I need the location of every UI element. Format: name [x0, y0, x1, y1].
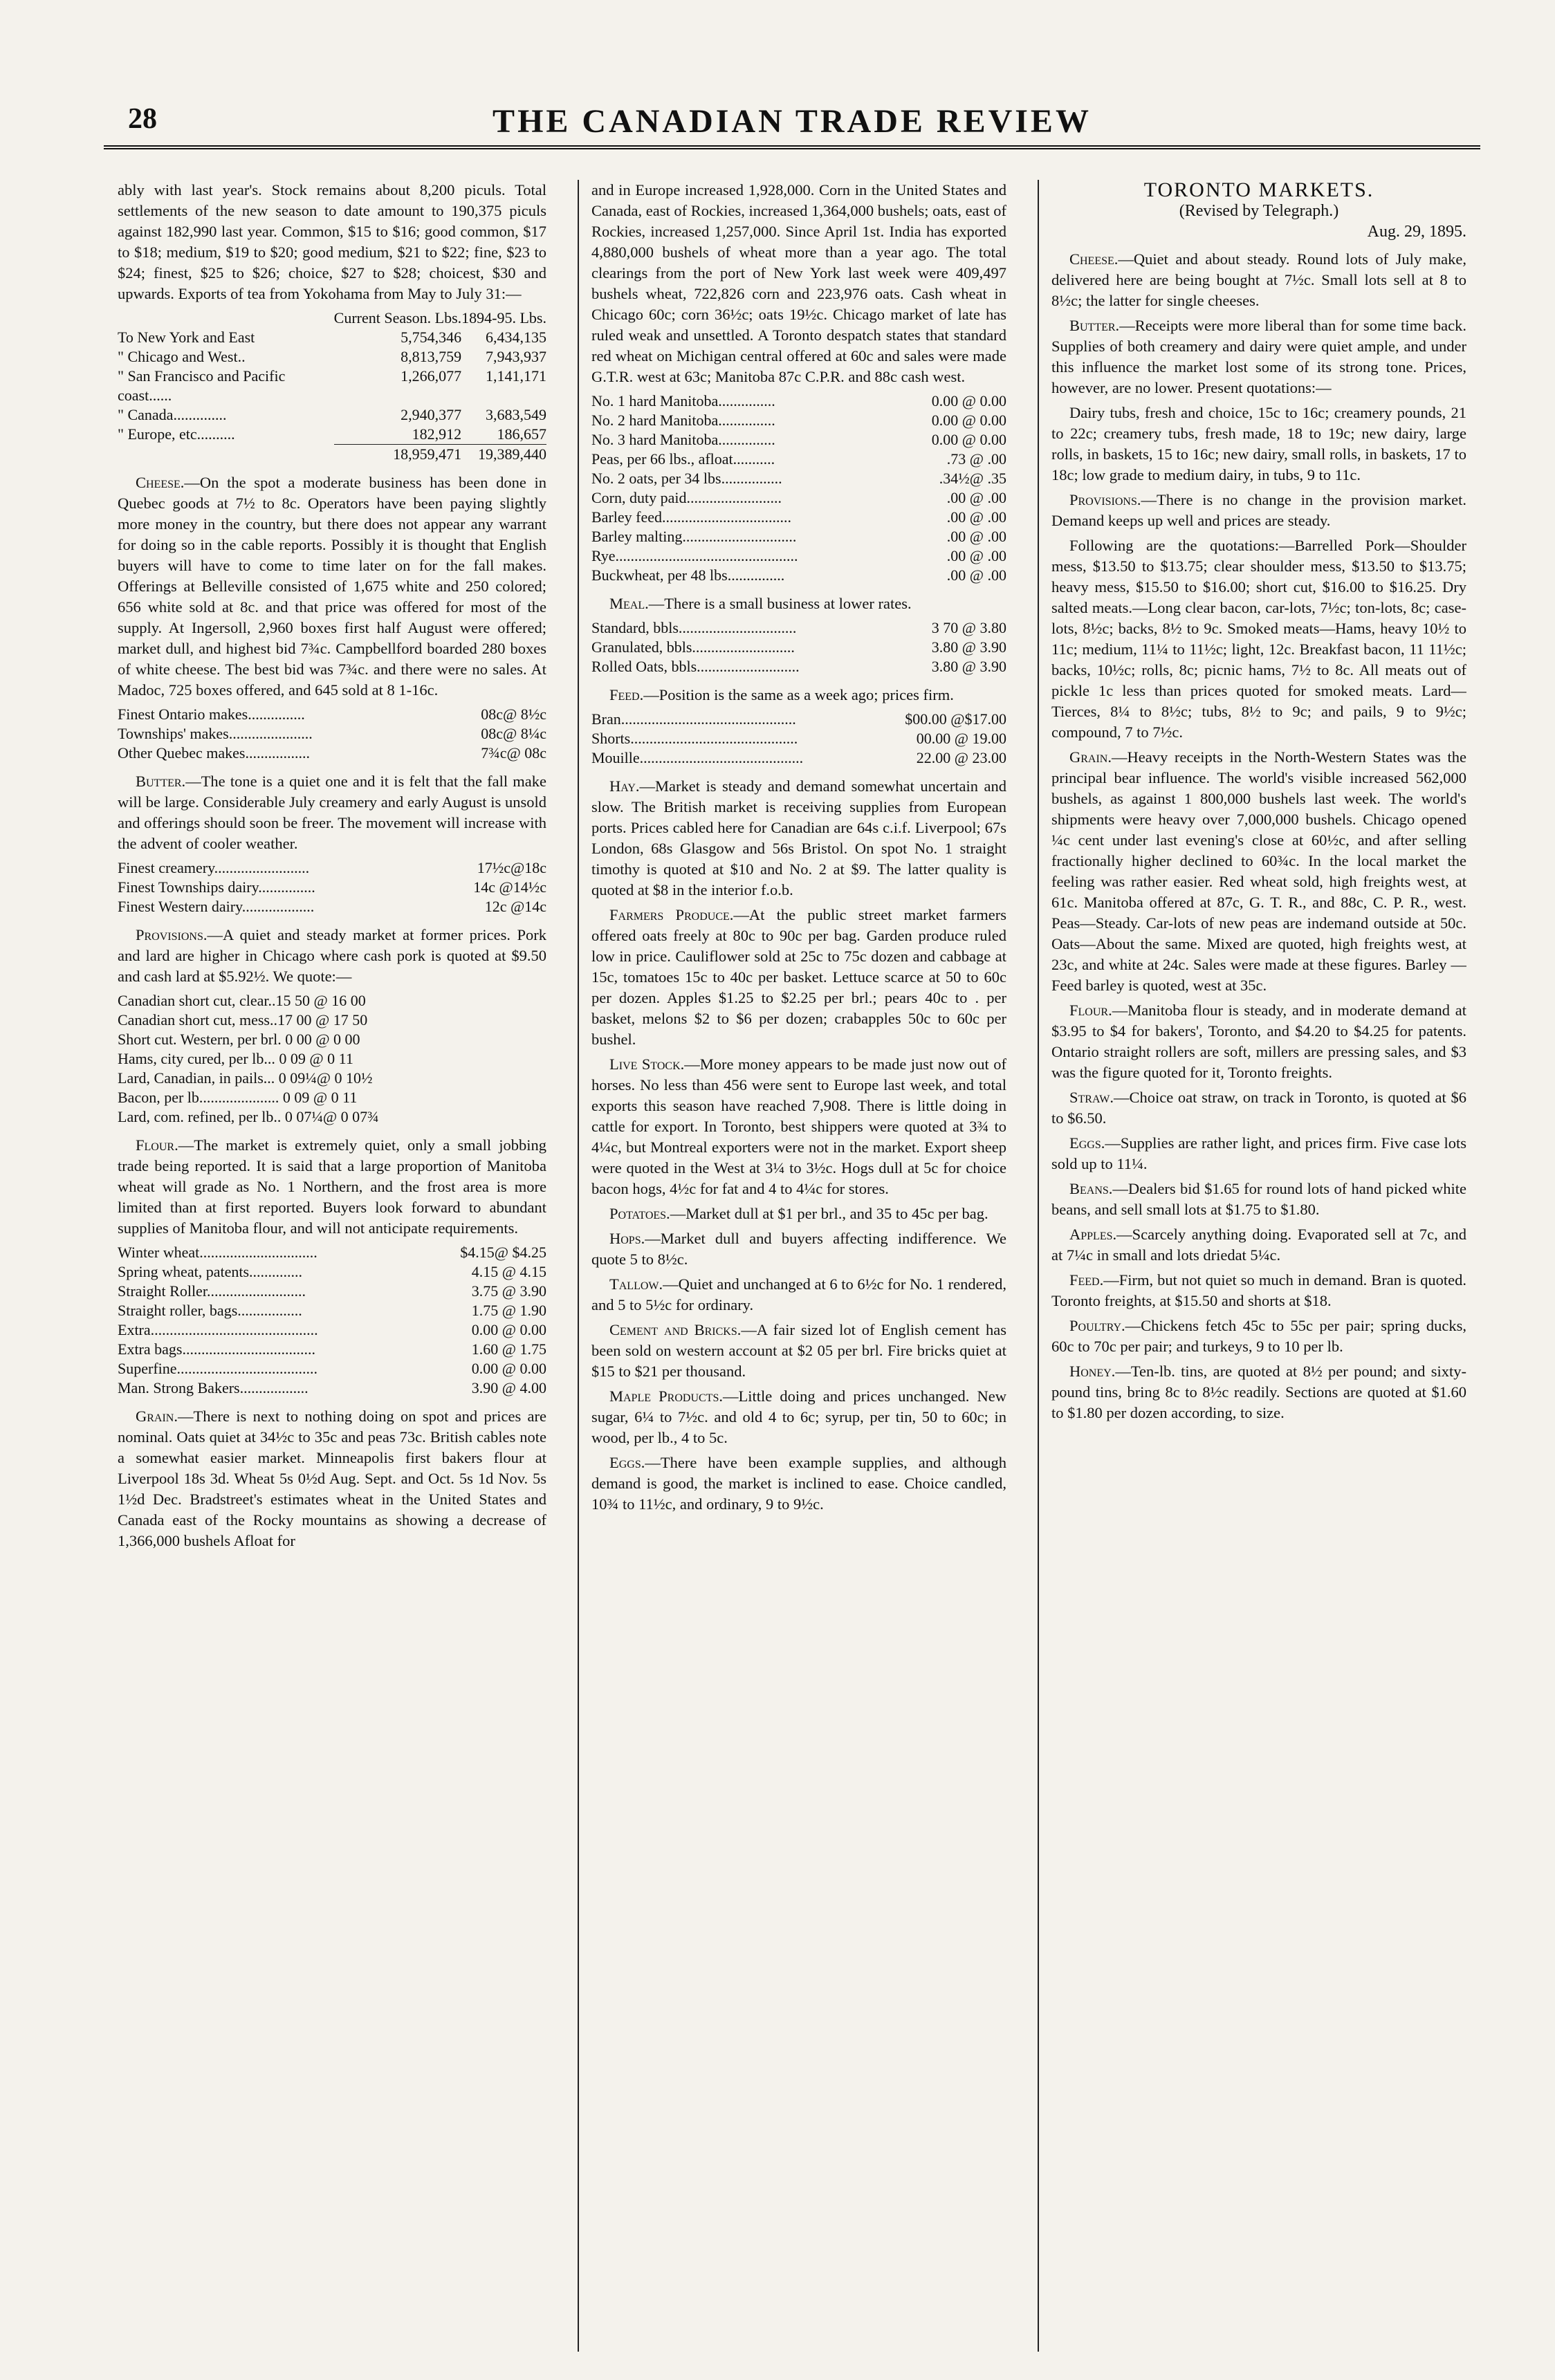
paragraph-flour: Flour.—Manitoba flour is steady, and in moderate demand at $3.95 to $4 for bakers', Toronto, and $4.20 to $4.25 for patents. Ontario straight rollers are soft, millers are pressing sales, and $3 was the figure quoted for it, Toronto freights. [1051, 1002, 1466, 1081]
paragraph-butter: Butter.—The tone is a quiet one and it is felt that the fall make will be large. Considerable July creamery and early August is unsold and offerings should soon be freer. The movement will increase with the advent of cooler weather. [118, 773, 546, 852]
table-row: Lard, com. refined, per lb.. 0 07¼@ 0 07¾ [118, 1108, 379, 1125]
table-row: No. 3 hard Manitoba............... 0.00 @ 0.00 [591, 431, 1006, 448]
meal-table [591, 618, 1006, 676]
butter-table [118, 858, 546, 916]
paragraph-butter: Butter.—Receipts were more liberal than for some time back. Supplies of both creamery and dairy were quiet ample, and under this influence the market lost some of its strong tone. Prices, however, are no lower. Present quotations:— [1051, 317, 1466, 396]
paragraph-apples: Apples.—Scarcely anything doing. Evaporated sell at 7c, and at 7¼c in small and lots driedat 5¼c. [1051, 1226, 1466, 1264]
paragraph-farmers-produce: Farmers Produce.—At the public street market farmers offered oats freely at 80c to 90c per bag. Garden produce ruled low in price. Cauliflower sold at 25c to 75c dozen and cabbage at 15c, tomatoes 15c to 40c per basket. Lettuce scarce at 50 to 60c per dozen. Apples $1.25 to $2.25 per brl.; pears 40c to . per basket, melons $2 to $6 per dozen; crabapples 50c to 60c per bushel. [591, 906, 1006, 1048]
paragraph-eggs: Eggs.—Supplies are rather light, and prices firm. Five case lots sold up to 11¼. [1051, 1134, 1466, 1172]
paragraph-cheese: Cheese.—Quiet and about steady. Round lots of July make, delivered here are being bought at 7½c. Small lots sell at 8 to 8½c; the latter for single cheeses. [1051, 250, 1466, 309]
table-row: Corn, duty paid......................... .00 @ .00 [591, 489, 1006, 506]
section-heading [1051, 180, 1466, 242]
table-row: Man. Strong Bakers.................. 3.90 @ 4.00 [118, 1379, 546, 1396]
paragraph-butter-quotes: Dairy tubs, fresh and choice, 15c to 16c; creamery pounds, 21 to 22c; creamery tubs, fresh made, 18 to 19c; new dairy, large rolls, in baskets, 15 to 16c; new dairy, small rolls, in baskets, 17 to 18c; low grade to medium dairy, in tubs, 9 to 11c. [1051, 404, 1466, 483]
table-row-total: 18,959,471 19,389,440 [118, 445, 546, 465]
tea-exports-table [118, 308, 546, 464]
paragraph-straw: Straw.—Choice oat straw, on track in Toronto, is quoted at $6 to $6.50. [1051, 1089, 1466, 1127]
paragraph-hay: Hay.—Market is steady and demand somewhat uncertain and slow. The British market is receiving supplies from European ports. Prices cabled here for Canadian are 64s c.i.f. Liverpool; 67s London, 68s Glasgow and 56s Bristol. On spot No. 1 straight timothy is quoted at $10 and No. 2 at $9. The latter quality is quoted at $8 in the interior f.o.b. [591, 777, 1006, 898]
page-number: 28 [128, 103, 157, 135]
section-subtitle: (Revised by Telegraph.) [1179, 202, 1339, 220]
table-row: Short cut. Western, per brl. 0 00 @ 0 00 [118, 1031, 360, 1048]
table-row: " Canada.............. 2,940,377 3,683,549 [118, 406, 546, 423]
table-row: Standard, bbls............................... 3 70 @ 3.80 [591, 619, 1006, 636]
paragraph-cheese: Cheese.—On the spot a moderate business has been done in Quebec goods at 7½ to 8c. Operators have been paying slightly more money in the country, but there does not appear any warrant for doing so in the cable reports. Possibly it is thought that English buyers will have to come to time later on for the fall makes. Offerings at Belleville consisted of 1,675 white and 250 colored; 656 white sold at 8c. and that price was offered for most of the supply. At Ingersoll, 2,960 boxes first half August were offered; market dull, and highest bid 7¾c. Campbellford boarded 280 boxes of white cheese. The best bid was 7¾c. and there were no sales. At Madoc, 725 boxes offered, and 645 sold at 8 1-16c. [118, 474, 546, 699]
masthead-title: THE CANADIAN TRADE REVIEW [493, 102, 1092, 140]
table-row: Spring wheat, patents.............. 4.15 @ 4.15 [118, 1263, 546, 1280]
table-row: Bran.............................................. $00.00 @$17.00 [591, 710, 1006, 728]
paragraph-tallow: Tallow.—Quiet and unchanged at 6 to 6½c for No. 1 rendered, and 5 to 5½c for ordinary. [591, 1275, 1006, 1313]
table-row: Rye................................................ .00 @ .00 [591, 547, 1006, 564]
column-1 [118, 180, 546, 2352]
paragraph-grain: Grain.—There is next to nothing doing on spot and prices are nominal. Oats quiet at 34½c to 35c and peas 73c. British cables note a somewhat easier market. Minneapolis first bakers flour at Liverpool 18s 3d. Wheat 5s 0½d Aug. Sept. and Oct. 5s 1d Nov. 5s 1½d Dec. Bradstreet's estimates wheat in the United States and Canada east of the Rocky mountains as showing a decrease of 1,366,000 bushels Afloat for [118, 1408, 546, 1549]
paragraph-provisions-quotes: Following are the quotations:—Barrelled Pork—Shoulder mess, $13.50 to $13.75; clear shoulder mess, $13.50 to $13.75; heavy mess, $15.50 to $16.00; short cut, $16.00 to $16.25. Dry salted meats.—Long clear bacon, car-lots, 7½c; ton-lots, 8c; case-lots, 8½c; backs, 8½ to 9c. Smoked meats—Hams, heavy 10½ to 11c; medium, 11¼ to 11½c; light, 12c. Breakfast bacon, 11 11½c; backs, 10½c; rolls, 8c; picnic hams, 7½ to 8c. All meats out of pickle 1c less than prices quoted for smoked meats. Lard—Tierces, 8¼ to 8½c; tubs, 8½ to 9c; and pails, 9 to 9½c; compound, 7 to 7½c. [1051, 537, 1466, 741]
paragraph-cement: Cement and Bricks.—A fair sized lot of English cement has been sold on western account at $2 05 per brl. Fire bricks quiet at $15 to $21 per thousand. [591, 1321, 1006, 1380]
table-row: Current Season. Lbs. 1894-95. Lbs. [333, 309, 546, 326]
paragraph-flour: Flour.—The market is extremely quiet, only a small jobbing trade being reported. It is said that a large proportion of Manitoba wheat will grade as No. 1 Northern, and the frost area is more limited than at first reported. Buyers look forward to abundant supplies of Manitoba flour, and will not anticipate requirements. [118, 1136, 546, 1237]
table-row: Barley malting.............................. .00 @ .00 [591, 528, 1006, 545]
cheese-table [118, 705, 546, 763]
table-row: Superfine..................................... 0.00 @ 0.00 [118, 1360, 546, 1377]
table-row: Lard, Canadian, in pails... 0 09¼@ 0 10½ [118, 1069, 373, 1087]
table-row: Extra bags................................... 1.60 @ 1.75 [118, 1340, 546, 1358]
table-row: Bacon, per lb..................... 0 09 @ 0 11 [118, 1089, 358, 1106]
table-row: " Europe, etc.......... 182,912 186,657 [118, 425, 546, 443]
table-row: No. 2 oats, per 34 lbs................ .34½@ .35 [591, 470, 1006, 487]
table-row: " Chicago and West.. 8,813,759 7,943,937 [118, 348, 546, 365]
paragraph-provisions: Provisions.—There is no change in the provision market. Demand keeps up well and prices are steady. [1051, 491, 1466, 529]
table-row: Other Quebec makes................. 7¾c@ 08c [118, 744, 546, 762]
paragraph-potatoes: Potatoes.—Market dull at $1 per brl., and 35 to 45c per bag. [609, 1205, 988, 1222]
table-row: Straight Roller.......................... 3.75 @ 3.90 [118, 1282, 546, 1300]
grain-table [591, 391, 1006, 585]
table-row: Finest Western dairy................... 12c @14c [118, 898, 546, 915]
paragraph-hops: Hops.—Market dull and buyers affecting indifference. We quote 5 to 8½c. [591, 1230, 1006, 1268]
table-row: Finest creamery......................... 17½c@18c [118, 859, 546, 876]
paragraph-beans: Beans.—Dealers bid $1.65 for round lots of hand picked white beans, and sell small lots at $1.75 to $1.80. [1051, 1180, 1466, 1218]
table-row: Barley feed.................................. .00 @ .00 [591, 508, 1006, 526]
flour-table [118, 1243, 546, 1398]
paragraph: and in Europe increased 1,928,000. Corn in the United States and Canada, east of Rockies, increased 1,364,000 bushels; oats, east of Rockies, increased 1,257,000. Since April 1st. India has exported 4,880,000 bushels of wheat more than a year ago. The total clearings from the port of New York last week were 409,497 bushels wheat, 722,826 corn and 223,976 oats. Cash wheat in Chicago 60c; corn 36½c; oats 19½c. Chicago market of late has ruled weak and unsettled. A Toronto despatch states that standard red wheat on Michigan central offered at 60c and sales were made G.T.R. west at 63c; Manitoba 87c C.P.R. and 88c cash west. [591, 181, 1006, 385]
paragraph-eggs: Eggs.—There have been example supplies, and although demand is good, the market is inclined to ease. Choice candled, 10¾ to 11½c, and ordinary, 9 to 9½c. [591, 1454, 1006, 1513]
paragraph-honey: Honey.—Ten-lb. tins, are quoted at 8½ per pound; and sixty-pound tins, bring 8c to 8½c readily. Sections are quoted at $1.60 to $1.80 per dozen according, to size. [1051, 1363, 1466, 1421]
table-row: Shorts............................................ 00.00 @ 19.00 [591, 730, 1006, 747]
table-row: Buckwheat, per 48 lbs............... .00 @ .00 [591, 566, 1006, 584]
table-row: Granulated, bbls........................... 3.80 @ 3.90 [591, 638, 1006, 656]
table-row: To New York and East 5,754,346 6,434,135 [118, 329, 546, 346]
table-row: Townships' makes...................... 08c@ 8¼c [118, 725, 546, 742]
page-header [104, 97, 1480, 149]
paragraph-feed: Feed.—Position is the same as a week ago; prices firm. [609, 686, 954, 703]
paragraph-meal: Meal.—There is a small business at lower rates. [609, 595, 912, 612]
section-date: Aug. 29, 1895. [1367, 223, 1466, 241]
table-row: No. 2 hard Manitoba............... 0.00 @ 0.00 [591, 412, 1006, 429]
table-row: Winter wheat............................... $4.15@ $4.25 [118, 1244, 546, 1261]
table-row: Rolled Oats, bbls........................... 3.80 @ 3.90 [591, 658, 1006, 675]
table-row: Hams, city cured, per lb... 0 09 @ 0 11 [118, 1050, 353, 1067]
paragraph-maple: Maple Products.—Little doing and prices unchanged. New sugar, 6¼ to 7½c. and old 4 to 6c; syrup, per tin, 50 to 60c; in wood, per lb., 4 to 5c. [591, 1387, 1006, 1446]
section-title: TORONTO MARKETS. [1143, 180, 1374, 201]
column-3 [1038, 180, 1466, 2352]
table-row: Finest Ontario makes............... 08c@ 8½c [118, 705, 546, 723]
table-row: Peas, per 66 lbs., afloat........... .73 @ .00 [591, 450, 1006, 468]
table-row: Mouille........................................... 22.00 @ 23.00 [591, 749, 1006, 766]
table-row: Finest Townships dairy............... 14c @14½c [118, 878, 546, 896]
column-2 [578, 180, 1006, 2352]
paragraph-grain: Grain.—Heavy receipts in the North-Western States was the principal bear influence. The world's visible increased 562,000 bushels, as against 1 800,000 bushels last week. The world's shipments were heavy over 7,000,000 bushels. Chicago opened ¼c cent under last evening's close at 60½c, and after selling fractionally higher declined to 60¾c. In the local market the feeling was rather easier. Red wheat sold, high freights west, at 61c. Manitoba offered at 87c, G. T. R., and 88c, C. P. R., west. Peas—Steady. Car-lots of new peas are indemand outside at 50c. Oats—About the same. Mixed are quoted, high freights west, at 23c, and white at 24c. Sales were made at these figures. Barley — Feed barley is quoted, west at 35c. [1051, 748, 1466, 994]
paragraph-poultry: Poultry.—Chickens fetch 45c to 55c per pair; spring ducks, 60c to 70c per pair; and turkeys, 9 to 10 per lb. [1051, 1317, 1466, 1355]
table-row: Extra............................................ 0.00 @ 0.00 [118, 1321, 546, 1338]
table-row: Canadian short cut, clear..15 50 @ 16 00 [118, 992, 366, 1009]
paragraph-feed: Feed.—Firm, but not quiet so much in demand. Bran is quoted. Toronto freights, at $15.50 and shorts at $18. [1051, 1271, 1466, 1309]
article-columns [118, 180, 1466, 2352]
paragraph-live-stock: Live Stock.—More money appears to be made just now out of horses. No less than 456 were sent to Europe last week, and total exports this season have reached 7,908. There is little doing in cattle for export. In Toronto, best shippers were quoted at 3¾ to 4¼c, but Montreal exporters were not in the market. Export sheep were quoted in the West at 3¼ to 3½c. Hogs dull at 5c for choice bacon hogs, 4½c for fat and 4 to 4¼c for stores. [591, 1055, 1006, 1197]
table-row: No. 1 hard Manitoba............... 0.00 @ 0.00 [591, 392, 1006, 409]
table-row: Straight roller, bags................. 1.75 @ 1.90 [118, 1302, 546, 1319]
provisions-table [118, 991, 546, 1127]
feed-table [591, 710, 1006, 768]
paragraph-provisions: Provisions.—A quiet and steady market at former prices. Pork and lard are higher in Chicago where cash pork is quoted at $9.50 and cash lard at $5.92½. We quote:— [118, 926, 546, 985]
table-row: " San Francisco and Pacific coast...... 1,266,077 1,141,171 [118, 367, 546, 404]
paragraph: ably with last year's. Stock remains about 8,200 piculs. Total settlements of the new season to date amount to 190,375 piculs against 182,990 last year. Common, $15 to $16; good common, $17 to $18; medium, $19 to $20; good medium, $21 to $22; fine, $23 to $24; finest, $25 to $26; choice, $27 to $28; choicest, $30 and upwards. Exports of tea from Yokohama from May to July 31:— [118, 181, 546, 302]
table-row: Canadian short cut, mess..17 00 @ 17 50 [118, 1011, 368, 1028]
